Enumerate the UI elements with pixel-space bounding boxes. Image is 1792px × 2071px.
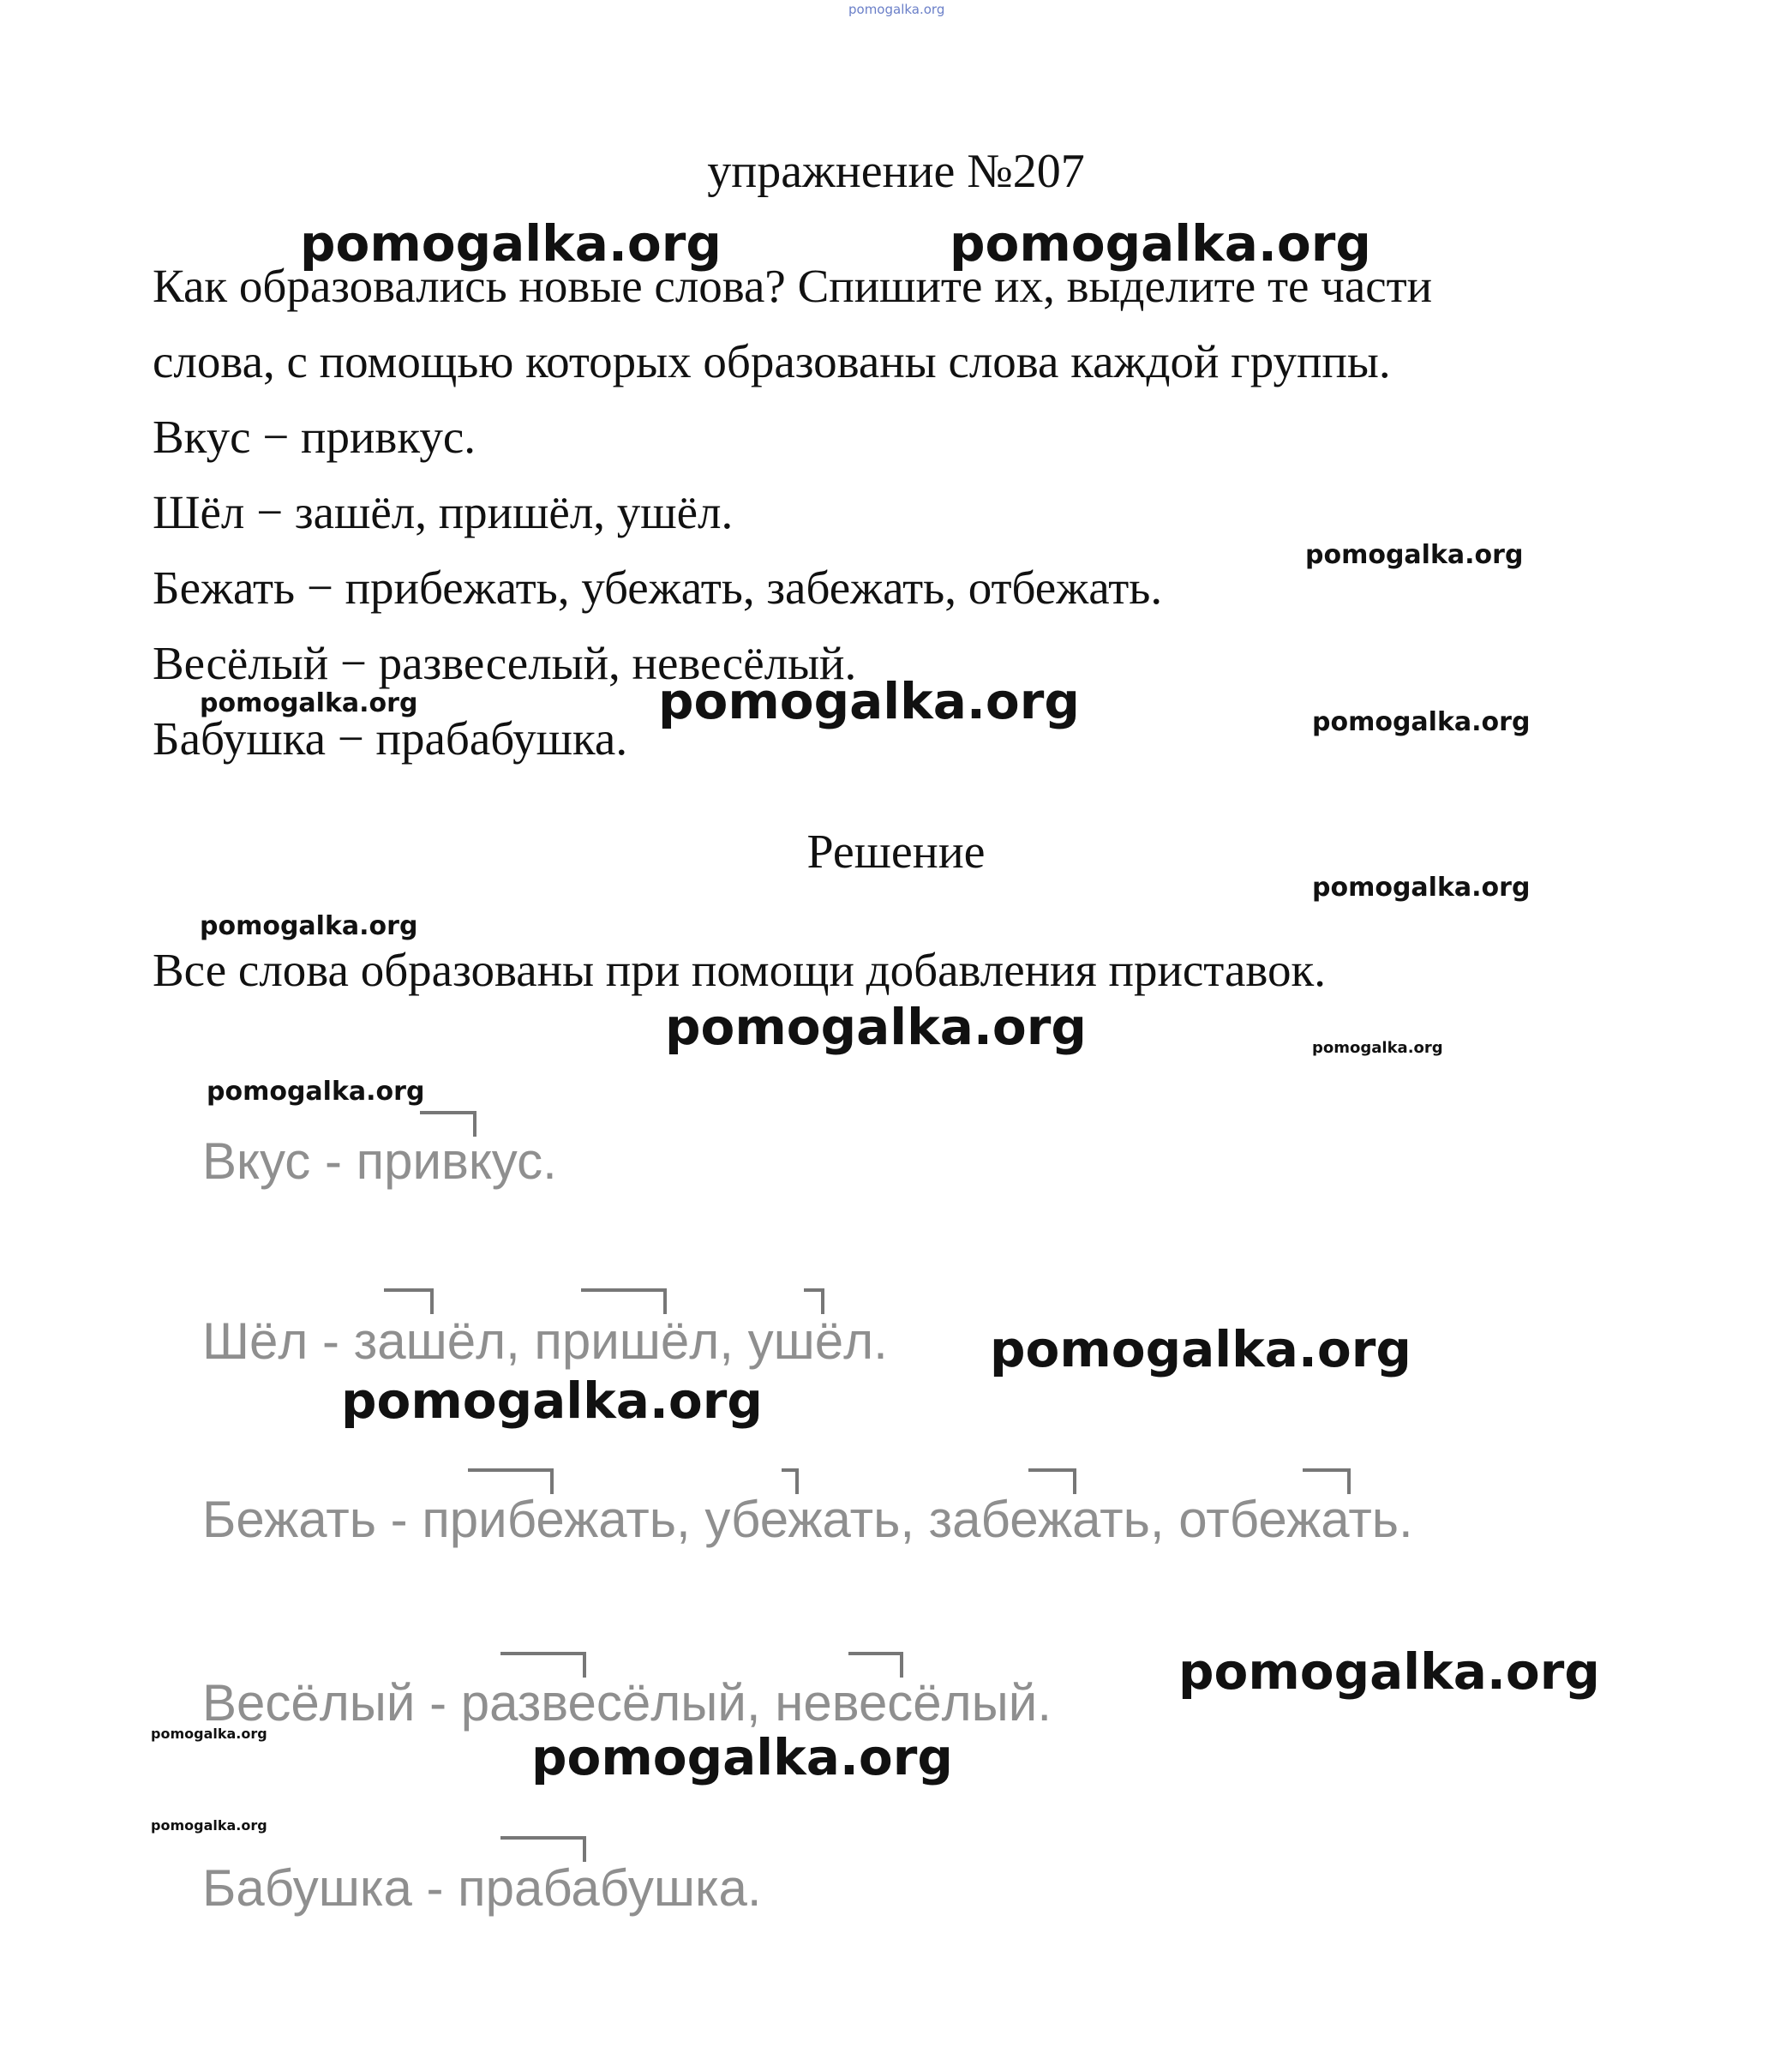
top-site-link[interactable]: pomogalka.org bbox=[848, 2, 945, 17]
task-line-3: Вкус − привкус. bbox=[153, 411, 476, 463]
watermark: pomogalka.org bbox=[341, 1372, 763, 1430]
prefix-mark bbox=[848, 1652, 903, 1678]
watermark: pomogalka.org bbox=[151, 1817, 267, 1834]
solution-statement: Все слова образованы при помощи добавления приставок. bbox=[153, 944, 1326, 996]
handwritten-answer-3: Бежать - прибежать, убежать, забежать, отбежать. bbox=[202, 1491, 1413, 1548]
watermark: pomogalka.org bbox=[207, 1077, 425, 1107]
prefix-mark bbox=[581, 1288, 667, 1314]
task-line-4: Шёл − зашёл, пришёл, ушёл. bbox=[153, 486, 734, 538]
prefix-mark bbox=[804, 1288, 824, 1314]
watermark: pomogalka.org bbox=[151, 1726, 267, 1742]
watermark: pomogalka.org bbox=[990, 1320, 1411, 1378]
prefix-mark bbox=[500, 1836, 586, 1862]
watermark: pomogalka.org bbox=[1312, 1039, 1443, 1057]
watermark: pomogalka.org bbox=[300, 214, 722, 273]
prefix-mark bbox=[384, 1288, 434, 1314]
solution-heading: Решение bbox=[806, 825, 986, 879]
watermark: pomogalka.org bbox=[950, 214, 1371, 273]
prefix-mark bbox=[420, 1111, 476, 1137]
handwritten-answer-2: Шёл - зашёл, пришёл, ушёл. bbox=[202, 1312, 888, 1370]
watermark: pomogalka.org bbox=[658, 672, 1080, 730]
task-line-2: слова, с помощью которых образованы слова каждой группы. bbox=[153, 335, 1391, 387]
watermark: pomogalka.org bbox=[1178, 1642, 1600, 1701]
handwritten-answer-1: Вкус - привкус. bbox=[202, 1132, 557, 1190]
prefix-mark bbox=[500, 1652, 586, 1678]
task-line-1: Как образовались новые слова? Спишите их, выделите те части bbox=[153, 260, 1433, 312]
watermark: pomogalka.org bbox=[531, 1728, 953, 1786]
prefix-mark bbox=[1028, 1468, 1076, 1494]
prefix-mark bbox=[468, 1468, 554, 1494]
task-line-7: Бабушка − прабабушка. bbox=[153, 712, 628, 765]
watermark: pomogalka.org bbox=[665, 998, 1087, 1056]
watermark: pomogalka.org bbox=[200, 911, 418, 941]
exercise-title: упражнение №207 bbox=[707, 145, 1085, 198]
handwritten-answer-5: Бабушка - прабабушка. bbox=[202, 1859, 762, 1917]
watermark: pomogalka.org bbox=[200, 688, 418, 718]
prefix-mark bbox=[1303, 1468, 1351, 1494]
watermark: pomogalka.org bbox=[1305, 540, 1524, 570]
handwritten-answer-4: Весёлый - развесёлый, невесёлый. bbox=[202, 1674, 1052, 1732]
watermark: pomogalka.org bbox=[1312, 707, 1531, 737]
prefix-mark bbox=[782, 1468, 799, 1494]
watermark: pomogalka.org bbox=[1312, 873, 1531, 903]
task-line-6: Весёлый − развеселый, невесёлый. bbox=[153, 637, 857, 689]
task-line-5: Бежать − прибежать, убежать, забежать, отбежать. bbox=[153, 561, 1163, 614]
